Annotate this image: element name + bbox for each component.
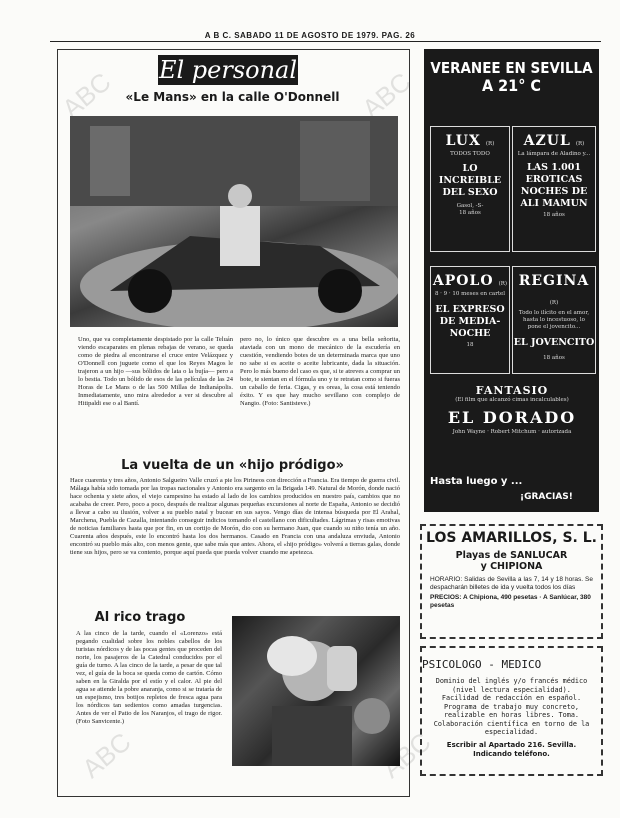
note: La lámpara de Aladino y... (517, 151, 591, 157)
job-ad-title: PSICOLOGO - MEDICO (422, 658, 542, 671)
film-title: EL DORADO (447, 408, 577, 427)
cinema-name: AZUL (523, 133, 571, 149)
watermark: ABC (56, 66, 117, 124)
note: Todo lo ilícito en el amor, hasta lo incestuoso, lo pone el jovencito... (518, 310, 590, 330)
page-header: A B C. SABADO 11 DE AGOSTO DE 1979. PAG. 26 (204, 31, 416, 40)
note: (El film que alcanzó cimas incalculables) (455, 397, 569, 403)
rating: (R) (575, 141, 585, 147)
article1-col1: Uno, que va completamente despistado por la calle Teluán viendo escaparates en plenas rebajas de verano, se queda como de piedra al encontrarse el cruce entre Velázquez y O'Donnell con juguete como el que los Reyes Magos le trajeron a un hijo —sus bólidos de lata o la bujía— pero a lo bestia. Todo un bólido de esos de las películas de las 24 Horas de Le Mans o de las 500 Millas de Indianápolis. Inmediatamente, uno mira alrededor a ver si descubre al Hitipaldi ese o al Bantí. (78, 336, 233, 407)
bus-ad-sub2: y CHIPIONA (480, 561, 543, 572)
film-line: EROTICAS (525, 174, 583, 185)
article3-headline: Al rico trago (94, 610, 186, 625)
job-ad-body: Dominio del inglés y/o francés médico (nivel lectura especialidad). Facilidad de redacción en español. Programa de trabajo muy concreto, realizable en horas libres. Toma. Colaboración científica en torno de la especialidad. (433, 677, 590, 736)
cinema-ad-title-line1: VERANEE EN SEVILLA (430, 59, 593, 77)
cinema-name: REGINA (518, 273, 590, 289)
ad-footer-right: ¡GRACIAS! (520, 492, 573, 502)
header-rule (50, 41, 601, 42)
article1-photo (70, 116, 398, 327)
age: 18 años (543, 212, 565, 218)
cinema-regina (512, 266, 596, 374)
film-line: DEL SEXO (442, 187, 498, 198)
cinema-lux (430, 126, 510, 252)
age: 18 años (459, 210, 481, 216)
film-line: NOCHE (449, 328, 491, 339)
cast: Gasol, -S- (456, 203, 484, 209)
bus-ad-precios: PRECIOS: A Chipiona, 490 pesetas · A Sanlúcar, 380 pesetas (430, 594, 591, 609)
bus-ad-sub1: Playas de SANLUCAR (455, 550, 568, 561)
cinema-ad-title-line2: A 21° C (482, 76, 541, 95)
cinema-ad-title (424, 60, 599, 94)
bus-ad-horario: HORARIO: Salidas de Sevilla a las 7, 14 y 18 horas. Se despacharán billetes de ida y vuelta todos los días (430, 576, 593, 591)
rating: (R) (498, 281, 508, 287)
film-line: LAS 1.001 (527, 162, 581, 173)
film-line: EL JOVENCITO (513, 337, 595, 348)
article2-body: Hace cuarenta y tres años, Antonio Salgueiro Valle cruzó a pie los Pirineos con dirección a Francia. Era tiempo de guerra civil. Málaga había sido tomada por las tropas nacionales y Antonio era sargento en la Brigada 149. Natural de Morón, donde nació hace ochenta y siete años, el viejo campesino ha estado al lado de los cambios producidos en nuestro país, cambios que no acababa de creer. Pero, poco a poco, después de realizar algunas pequeñas excursiones al norte de España, Antonio se decidió a llevar a cabo su ilusión, volver a su pueblo natal y bucear en sus sayos. Vengo días de intensa búsqueda por El Arahal, Marchena, Puebla de Cazalla, intentando conseguir indicios tomando el castellano con dificultades. Lágrimas y risas emotivas de noticias familiares hasta que por fin, en un cortijo de Morón, dio con su hermano Juan, que cuando su niño tenía un año. Cuarenta años después, este lo encontró hasta los dos hermanos. Casado en Francia con una andaluza enviuda, Antonio encontró su pueblo más alto, con menos gente, que sabe más que antes. Ahora, el «hijo pródigo» volverá a tierras galas, donde tiene sus hijos, pero se va contento, porque aquí pueda que pueda volver cuando me apetezca. (70, 477, 400, 556)
note: 8 · 9 · 10 meses en cartel (434, 291, 506, 297)
cinema-azul (512, 126, 596, 252)
article3-photo (232, 616, 400, 766)
watermark: ABC (356, 66, 417, 124)
film-line: EL EXPRESO (435, 304, 505, 315)
job-ad (420, 646, 603, 776)
film-line: DE MEDIA- (439, 316, 501, 327)
article1-col2: pero no, lo único que descubre es a una bella señorita, ataviada con un mono de mecánico de la escudería en cuestión, vendiendo botes de un determinada marca que uno no sabe si es aceite o aceite lubricante, dada la situación. Pero lo más bueno del caso es que, si te atreves a comprar un bote, te sientan en el fórmula uno y te retratan como si fueras un caballo de feria. Cigas, y es oreas, la cosa está teniendo éxito. Y es que hay mucho sevillano con complejo de Nangio. (Foto: Santisteve.) (240, 336, 400, 407)
film-line: ALI MAMUN (520, 198, 588, 209)
section-banner: El personal (158, 56, 298, 84)
film-line: LO (462, 163, 478, 174)
watermark: ABC (76, 726, 137, 784)
rating: (R) (485, 141, 495, 147)
article3-body: A las cinco de la tarde, cuando el «Lorenzo» está pegando cualidad sobre los nobles cabellos de los turistas nórdicos y de las pocas gentes que proceden del norte, los pasajeros de la Catedral conducidos por el guía de turno. A las cinco de la tarde, a pesar de que tal vez, el guía de la boca se queda como de cartón. Cómo saben en la Giralda por el estío y el calor. Al pie del agua se atiende la pobre anaranja, como si se trataría de un espejismo, tres botijos repletos de fresca agua para los nórdicos tan sedientos como amadas turgencias. Antes de ver el Patio de los Naranjos, el trago de rigor. (Foto Sanvicente.) (76, 630, 222, 725)
watermark: ABC (376, 726, 437, 784)
cinema-name: APOLO (432, 273, 494, 289)
film-line: INCREIBLE (438, 175, 502, 186)
cinema-apolo (430, 266, 510, 374)
job-ad-contact: Escribir al Apartado 216. Sevilla. Indicando teléfono. (446, 740, 577, 758)
ad-footer-left: Hasta luego y ... (430, 476, 523, 487)
race-car-photo-icon (70, 116, 398, 327)
note: TODOS TODO (450, 151, 490, 157)
article2-headline: La vuelta de un «hijo pródigo» (121, 458, 344, 473)
cinema-fantasio (430, 384, 594, 444)
cinema-name: FANTASIO (475, 384, 549, 397)
rating: (R) (549, 300, 559, 306)
film-line: NOCHES DE (520, 186, 588, 197)
bus-ad (420, 524, 603, 639)
article1-headline: «Le Mans» en la calle O'Donnell (125, 90, 340, 104)
age: 18 (466, 342, 474, 348)
cinema-name: LUX (445, 133, 481, 149)
age: 18 años (543, 355, 565, 361)
bus-ad-title: LOS AMARILLOS, S. L. (426, 530, 597, 546)
drinking-photo-icon (232, 616, 400, 766)
cast: John Wayne · Robert Mitchum · autorizada (452, 429, 572, 435)
